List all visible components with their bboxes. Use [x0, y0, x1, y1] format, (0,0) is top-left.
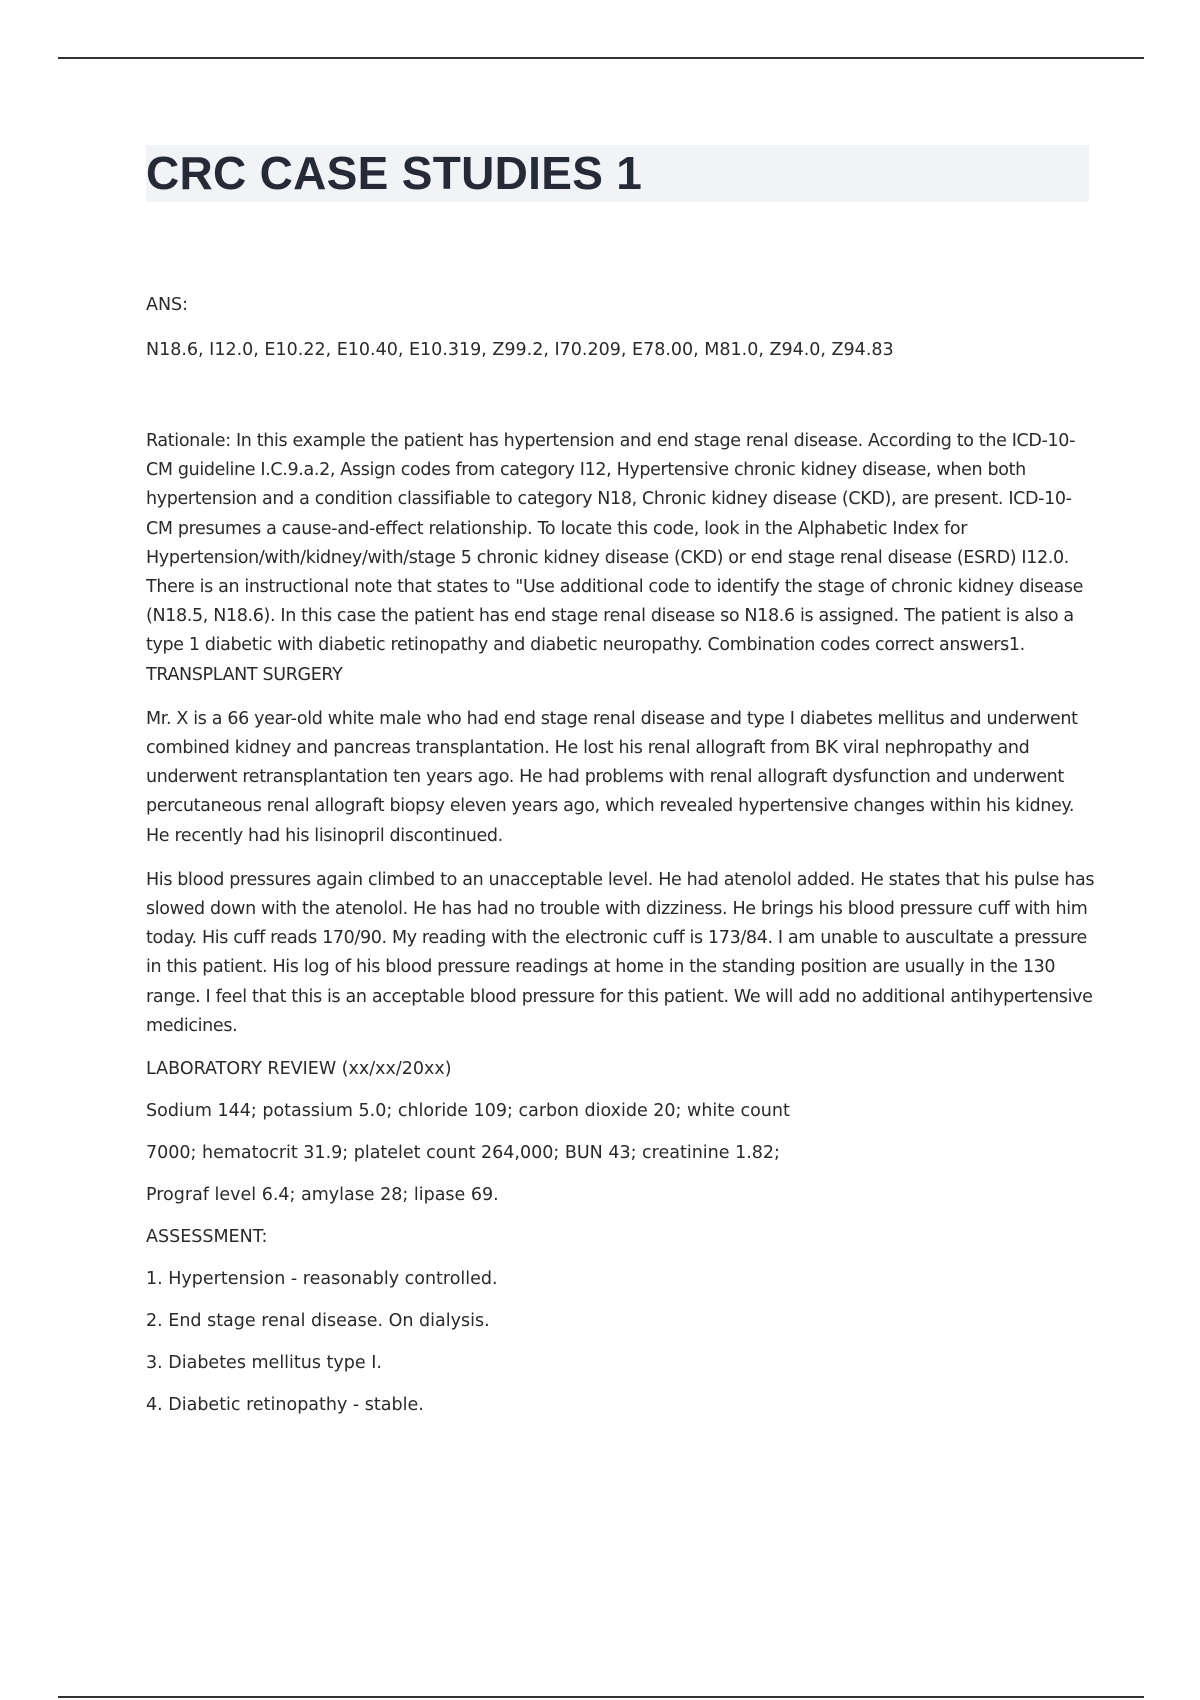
assessment-item: 2. End stage renal disease. On dialysis. — [146, 1311, 490, 1332]
assessment-item: 4. Diabetic retinopathy - stable. — [146, 1395, 424, 1416]
answer-codes: N18.6, I12.0, E10.22, E10.40, E10.319, Z99.2, I70.209, E78.00, M81.0, Z94.0, Z94.83 — [146, 340, 894, 360]
document-body — [146, 292, 1096, 1419]
document-title: CRC CASE STUDIES 1 — [146, 147, 643, 199]
lab-line: Sodium 144; potassium 5.0; chloride 109; carbon dioxide 20; white count — [146, 1101, 790, 1122]
lab-line: 7000; hematocrit 31.9; platelet count 264,000; BUN 43; creatinine 1.82; — [146, 1143, 780, 1164]
assessment-item: 3. Diabetes mellitus type I. — [146, 1353, 382, 1374]
top-rule — [58, 57, 1144, 59]
rationale-paragraph: Rationale: In this example the patient has hypertension and end stage renal disease. According to the ICD-10-CM guideline I.C.9.a.2, Assign codes from category I12, Hypertensive chronic kidney disease, when both hypertension and a condition classifiable to category N18, Chronic kidney disease (CKD), are present. ICD-10-CM presumes a cause-and-effect relationship. To locate this code, look in the Alphabetic Index for Hypertension/with/kidney/with/stage 5 chronic kidney disease (CKD) or end stage renal disease (ESRD) I12.0. There is an instructional note that states to "Use additional code to identify the stage of chronic kidney disease (N18.5, N18.6). In this case the patient has end stage renal disease so N18.6 is assigned. The patient is also a type 1 diabetic with diabetic retinopathy and diabetic neuropathy. Combination codes correct answers1. TRANSPLANT SURGERY — [146, 431, 1084, 685]
ans-label: ANS: — [146, 295, 189, 315]
blood-pressure-paragraph: His blood pressures again climbed to an unacceptable level. He had atenolol added. He states that his pulse has slowed down with the atenolol. He has had no trouble with dizziness. He brings his blood pressure cuff with him today. His cuff reads 170/90. My reading with the electronic cuff is 173/84. I am unable to auscultate a pressure in this patient. His log of his blood pressure readings at home in the standing position are usually in the 130 range. I feel that this is an acceptable blood pressure for this patient. We will add no additional antihypertensive medicines. — [146, 869, 1095, 1036]
assessment-item: 1. Hypertension - reasonably controlled. — [146, 1269, 498, 1290]
title-block — [146, 145, 1089, 202]
history-paragraph: Mr. X is a 66 year-old white male who had end stage renal disease and type I diabetes mellitus and underwent combined kidney and pancreas transplantation. He lost his renal allograft from BK viral nephropathy and underwent retransplantation ten years ago. He had problems with renal allograft dysfunction and underwent percutaneous renal allograft biopsy eleven years ago, which revealed hypertensive changes within his kidney. He recently had his lisinopril discontinued. — [146, 708, 1078, 846]
bottom-rule — [58, 1696, 1144, 1698]
assessment-heading: ASSESSMENT: — [146, 1227, 268, 1248]
lab-review-heading: LABORATORY REVIEW (xx/xx/20xx) — [146, 1059, 452, 1080]
lab-line: Prograf level 6.4; amylase 28; lipase 69. — [146, 1185, 499, 1206]
